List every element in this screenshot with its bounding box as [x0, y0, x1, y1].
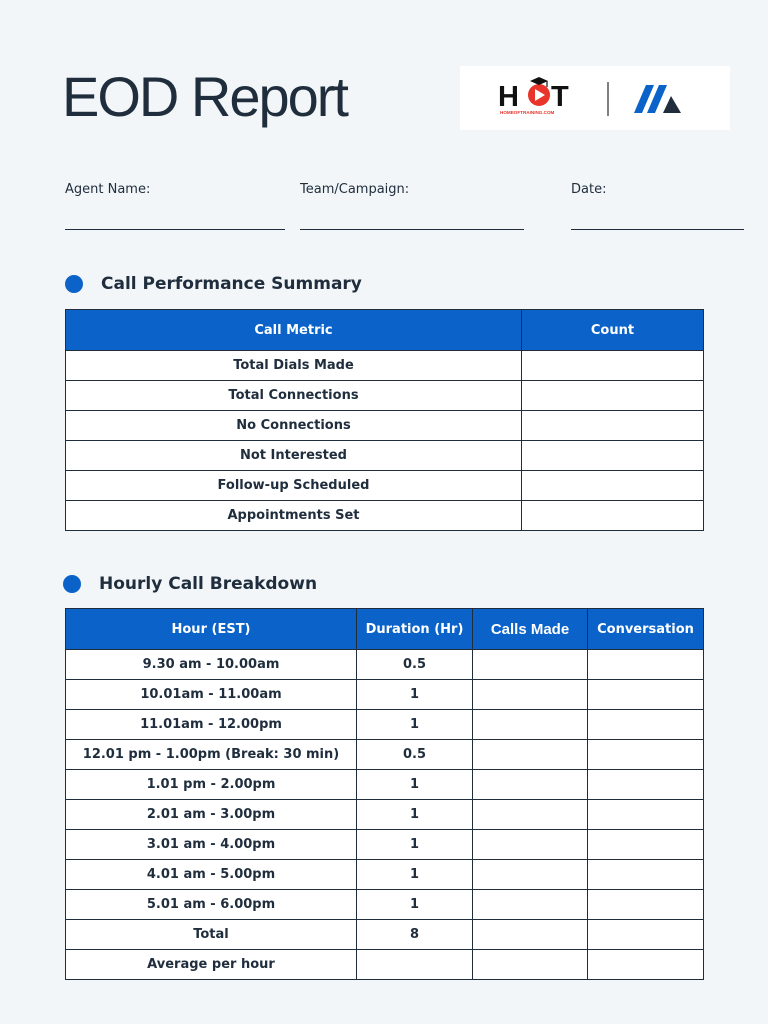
- calls-cell[interactable]: [473, 920, 588, 950]
- duration-cell: 1: [357, 860, 473, 890]
- hourly-heading-text: Hourly Call Breakdown: [99, 574, 318, 594]
- conversation-cell[interactable]: [588, 800, 704, 830]
- conversation-cell[interactable]: [588, 950, 704, 980]
- bullet-icon: [63, 575, 81, 593]
- table-row: [66, 800, 704, 830]
- performance-heading: [65, 274, 362, 294]
- logo-tagline: HOMEOFTRAINING.COM: [500, 110, 555, 115]
- column-header: Count: [522, 310, 704, 351]
- duration-cell: 1: [357, 890, 473, 920]
- hour-cell: Average per hour: [66, 950, 357, 980]
- table-row: [66, 770, 704, 800]
- performance-table: [65, 309, 704, 531]
- hour-cell: 9.30 am - 10.00am: [66, 650, 357, 680]
- brand-logos: [460, 66, 730, 130]
- table-row: [66, 471, 704, 501]
- count-cell[interactable]: [522, 411, 704, 441]
- team-campaign-label: Team/Campaign:: [300, 182, 410, 197]
- hour-cell: 11.01am - 12.00pm: [66, 710, 357, 740]
- table-row: [66, 860, 704, 890]
- table-row: [66, 680, 704, 710]
- metric-cell: No Connections: [66, 411, 522, 441]
- hourly-heading: [63, 574, 317, 594]
- count-cell[interactable]: [522, 351, 704, 381]
- table-row: [66, 650, 704, 680]
- hourly-table: [65, 608, 704, 980]
- conversation-cell[interactable]: [588, 740, 704, 770]
- column-header: Conversation: [588, 609, 704, 650]
- calls-cell[interactable]: [473, 890, 588, 920]
- hour-cell: Total: [66, 920, 357, 950]
- date-field[interactable]: [571, 229, 744, 230]
- team-campaign-field[interactable]: [300, 229, 524, 230]
- conversation-cell[interactable]: [588, 830, 704, 860]
- average-row: [66, 950, 704, 980]
- bullet-icon: [65, 275, 83, 293]
- metric-cell: Not Interested: [66, 441, 522, 471]
- conversation-cell[interactable]: [588, 920, 704, 950]
- svg-text:T: T: [551, 81, 569, 113]
- duration-cell: 8: [357, 920, 473, 950]
- count-cell[interactable]: [522, 381, 704, 411]
- table-row: [66, 501, 704, 531]
- hour-cell: 10.01am - 11.00am: [66, 680, 357, 710]
- duration-cell: 1: [357, 710, 473, 740]
- table-row: [66, 710, 704, 740]
- conversation-cell[interactable]: [588, 680, 704, 710]
- calls-cell[interactable]: [473, 950, 588, 980]
- metric-cell: Follow-up Scheduled: [66, 471, 522, 501]
- metric-cell: Total Connections: [66, 381, 522, 411]
- hot-logo: [498, 77, 569, 115]
- calls-cell[interactable]: [473, 770, 588, 800]
- partner-logo: [634, 85, 681, 113]
- count-cell[interactable]: [522, 471, 704, 501]
- calls-cell[interactable]: [473, 680, 588, 710]
- conversation-cell[interactable]: [588, 710, 704, 740]
- agent-name-label: Agent Name:: [65, 182, 151, 197]
- calls-cell[interactable]: [473, 830, 588, 860]
- column-header: Call Metric: [66, 310, 522, 351]
- calls-cell[interactable]: [473, 740, 588, 770]
- conversation-cell[interactable]: [588, 650, 704, 680]
- logo-graphic: [460, 66, 730, 130]
- metric-cell: Total Dials Made: [66, 351, 522, 381]
- svg-text:H: H: [498, 81, 519, 113]
- count-cell[interactable]: [522, 441, 704, 471]
- calls-cell[interactable]: [473, 860, 588, 890]
- conversation-cell[interactable]: [588, 890, 704, 920]
- graduation-cap-icon: [530, 77, 548, 85]
- table-row: [66, 411, 704, 441]
- conversation-cell[interactable]: [588, 770, 704, 800]
- agent-name-field[interactable]: [65, 229, 285, 230]
- hour-cell: 3.01 am - 4.00pm: [66, 830, 357, 860]
- duration-cell[interactable]: [357, 950, 473, 980]
- column-header: Hour (EST): [66, 609, 357, 650]
- duration-cell: 1: [357, 770, 473, 800]
- calls-cell[interactable]: [473, 800, 588, 830]
- table-row: [66, 890, 704, 920]
- page-title: EOD Report: [62, 65, 347, 128]
- date-label: Date:: [571, 182, 607, 197]
- duration-cell: 0.5: [357, 650, 473, 680]
- calls-cell[interactable]: [473, 650, 588, 680]
- calls-cell[interactable]: [473, 710, 588, 740]
- duration-cell: 1: [357, 800, 473, 830]
- hour-cell: 5.01 am - 6.00pm: [66, 890, 357, 920]
- table-row: [66, 441, 704, 471]
- column-header: Calls Made: [473, 609, 588, 650]
- hour-cell: 2.01 am - 3.00pm: [66, 800, 357, 830]
- table-row: [66, 351, 704, 381]
- conversation-cell[interactable]: [588, 860, 704, 890]
- hour-cell: 4.01 am - 5.00pm: [66, 860, 357, 890]
- hour-cell: 1.01 pm - 2.00pm: [66, 770, 357, 800]
- hour-cell: 12.01 pm - 1.00pm (Break: 30 min): [66, 740, 357, 770]
- duration-cell: 1: [357, 830, 473, 860]
- column-header: Duration (Hr): [357, 609, 473, 650]
- table-header-row: [66, 310, 704, 351]
- metric-cell: Appointments Set: [66, 501, 522, 531]
- duration-cell: 1: [357, 680, 473, 710]
- count-cell[interactable]: [522, 501, 704, 531]
- duration-cell: 0.5: [357, 740, 473, 770]
- total-row: [66, 920, 704, 950]
- table-row: [66, 830, 704, 860]
- performance-heading-text: Call Performance Summary: [101, 274, 362, 294]
- table-row: [66, 381, 704, 411]
- table-header-row: [66, 609, 704, 650]
- table-row: [66, 740, 704, 770]
